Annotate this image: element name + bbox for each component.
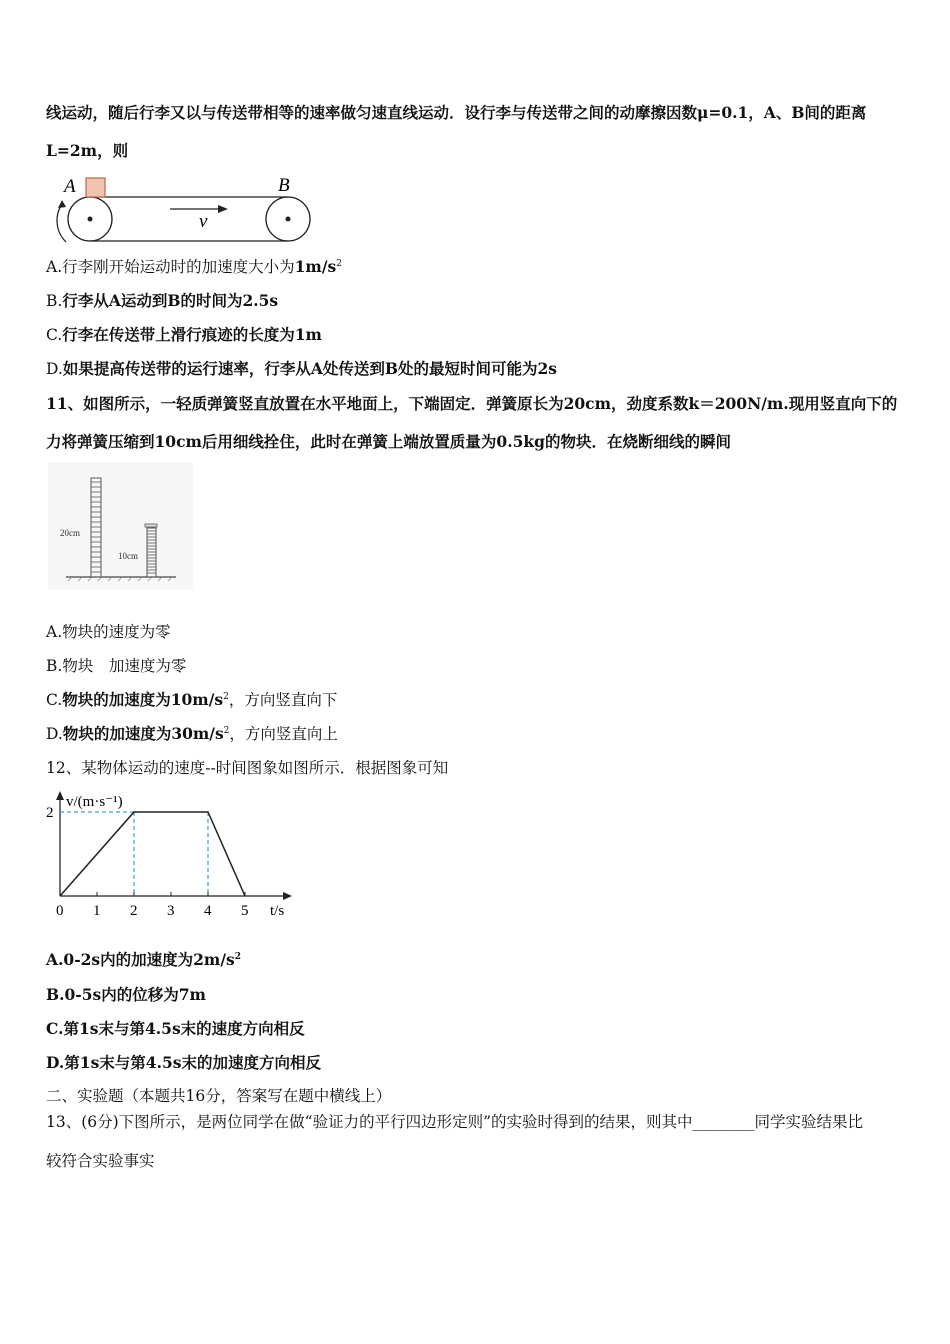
label-a: A bbox=[64, 176, 76, 197]
luggage-block bbox=[86, 178, 105, 197]
spring-figure bbox=[48, 462, 193, 590]
conveyor-belt-figure bbox=[48, 172, 320, 248]
q11-stem-line1: 11、如图所示，一轻质弹簧竖直放置在水平地面上，下端固定．弹簧原长为20cm，劲度系数k＝200N/m.现用竖直向下的 bbox=[46, 394, 898, 413]
x-tick-label-1: 1 bbox=[93, 903, 101, 919]
q11-option-d: D.物块的加速度为$30m/s^2$，方向竖直向上 bbox=[46, 724, 338, 743]
label-b: B bbox=[278, 175, 290, 196]
q10-stem-line1: 线运动，随后行李又以与传送带相等的速率做匀速直线运动．设行李与传送带之间的动摩擦因数μ=0.1，A、B间的距离 bbox=[46, 103, 867, 122]
q13-stem-line2: 较符合实验事实 bbox=[46, 1152, 155, 1170]
spring-cap bbox=[145, 524, 157, 527]
label-10cm: 10cm bbox=[118, 551, 138, 561]
q10-stem-line2: L=2m，则 bbox=[46, 141, 129, 160]
x-axis-label: t/s bbox=[270, 903, 285, 919]
q10-option-d: D.如果提高传送带的运行速率，行李从A处传送到B处的最短时间可能为2s bbox=[46, 359, 557, 378]
q11-option-a: A.物块的速度为零 bbox=[46, 623, 171, 641]
section-title: 二、实验题（本题共16分，答案写在题中横线上） bbox=[46, 1087, 392, 1105]
y-tick-label-2: 2 bbox=[46, 805, 54, 821]
q12-stem: 12、某物体运动的速度--时间图象如图所示．根据图象可知 bbox=[46, 759, 449, 777]
x-tick-label-4: 4 bbox=[204, 903, 212, 919]
q10-option-a: A.行李刚开始运动时的加速度大小为$1m/s^2$ bbox=[46, 257, 342, 276]
x-tick-label-5: 5 bbox=[241, 903, 249, 919]
velocity-time-chart bbox=[40, 786, 300, 922]
x-tick-label-0: 0 bbox=[56, 903, 64, 919]
x-tick-label-2: 2 bbox=[130, 903, 138, 919]
q12-option-c: C.第1s末与第4.5s末的速度方向相反 bbox=[46, 1019, 305, 1038]
q12-option-a: A.0-2s内的加速度为$2m/s^2$ bbox=[46, 950, 241, 969]
q11-option-c: C.物块的加速度为$10m/s^2$，方向竖直向下 bbox=[46, 690, 338, 709]
velocity-series-line bbox=[60, 812, 245, 896]
q11-stem-line2: 力将弹簧压缩到10cm后用细线拴住，此时在弹簧上端放置质量为0.5kg的物块．在烧断细线的瞬间 bbox=[46, 432, 731, 451]
y-axis-label: v/(m·s⁻¹) bbox=[66, 794, 123, 810]
q10-option-b: B.行李从A运动到B的时间为2.5s bbox=[46, 291, 279, 310]
q10-option-c: C.行李在传送带上滑行痕迹的长度为1m bbox=[46, 325, 322, 344]
label-v: v bbox=[199, 211, 208, 232]
q12-option-d: D.第1s末与第4.5s末的加速度方向相反 bbox=[46, 1053, 321, 1072]
q12-option-b: B.0-5s内的位移为7m bbox=[46, 985, 206, 1004]
x-tick-label-3: 3 bbox=[167, 903, 175, 919]
q11-option-b: B.物块 加速度为零 bbox=[46, 657, 187, 675]
rotation-arrow bbox=[57, 204, 66, 242]
label-20cm: 20cm bbox=[60, 528, 80, 538]
q13-stem-line1: 13、(6分)下图所示，是两位同学在做“验证力的平行四边形定则”的实验时得到的结果，则其中________同学实验结果比 bbox=[46, 1113, 864, 1131]
